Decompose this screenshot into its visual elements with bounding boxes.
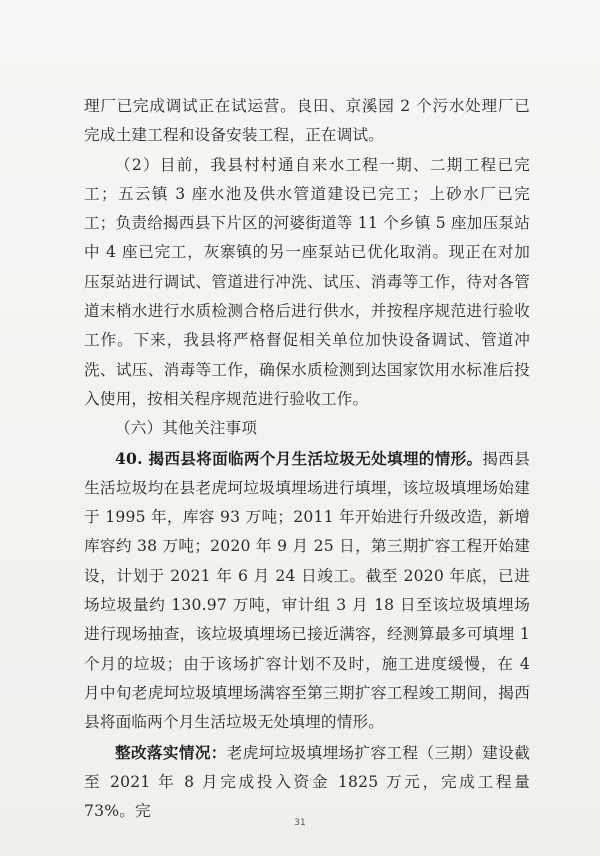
paragraph-continuation: 理厂已完成调试正在试运营。良田、京溪园 2 个污水处理厂已完成土建工程和设备安装工程，正在调试。 [84,97,530,145]
paragraph-water-supply: （2）目前，我县村村通自来水工程一期、二期工程已完工；五云镇 3 座水池及供水管道建设已完工；上砂水厂已完工；负责给揭西县下片区的河婆街道等 11 个乡镇 5 座加压泵站中 4 座已完工，灰寨镇的另一座泵站已优化取消。现正在对加压泵站进行调试、管道进行冲洗、试压、消毒等工作，待对各管道末梢水进行水质检测合格后进行供水，并按程序规范进行验收工作。下来，我县将严格督促相关单位加快设备调试、管道冲洗、试压、消毒等工作，确保水质检测到达国家饮用水标准后投入使用，按相关程序规范进行验收工作。 [84,155,530,408]
section-heading: （六）其他关注事项 [115,419,258,438]
item-40-body: 揭西县生活垃圾均在县老虎坷垃圾填埋场进行填埋，该垃圾填埋场始建于 1995 年，库容 93 万吨；2011 年开始进行升级改造，新增库容约 38 万吨；2020 年 9 月 25 日，第三期扩容工程开始建设，计划于 2021 年 6 月 24 日竣工。截至 2020 年底，已进场垃圾量约 130.97 万吨，审计组 3 月 18 日至该垃圾填埋场进行现场抽查，该垃圾填埋场已接近满容，经测算最多可填埋 1 个月的垃圾；由于该场扩容计划不及时，施工进度缓慢，在 4 月中旬老虎坷垃圾填埋场满容至第三期扩容工程竣工期间，揭西县将面临两个月生活垃圾无处填埋的情形。 [84,449,530,732]
page-number: 31 [294,818,306,828]
rectification-paragraph [84,738,530,827]
rectification-body: 老虎坷垃圾填埋场扩容工程（三期）建设截至 2021 年 8 月完成投入资金 1825 万元，完成工程量 73%。完 [84,743,530,821]
rectification-label: 整改落实情况： [115,742,227,762]
document-body [84,92,530,826]
item-40-paragraph [84,444,530,738]
item-40-title: 40. 揭西县将面临两个月生活垃圾无处填埋的情形。 [115,448,483,468]
